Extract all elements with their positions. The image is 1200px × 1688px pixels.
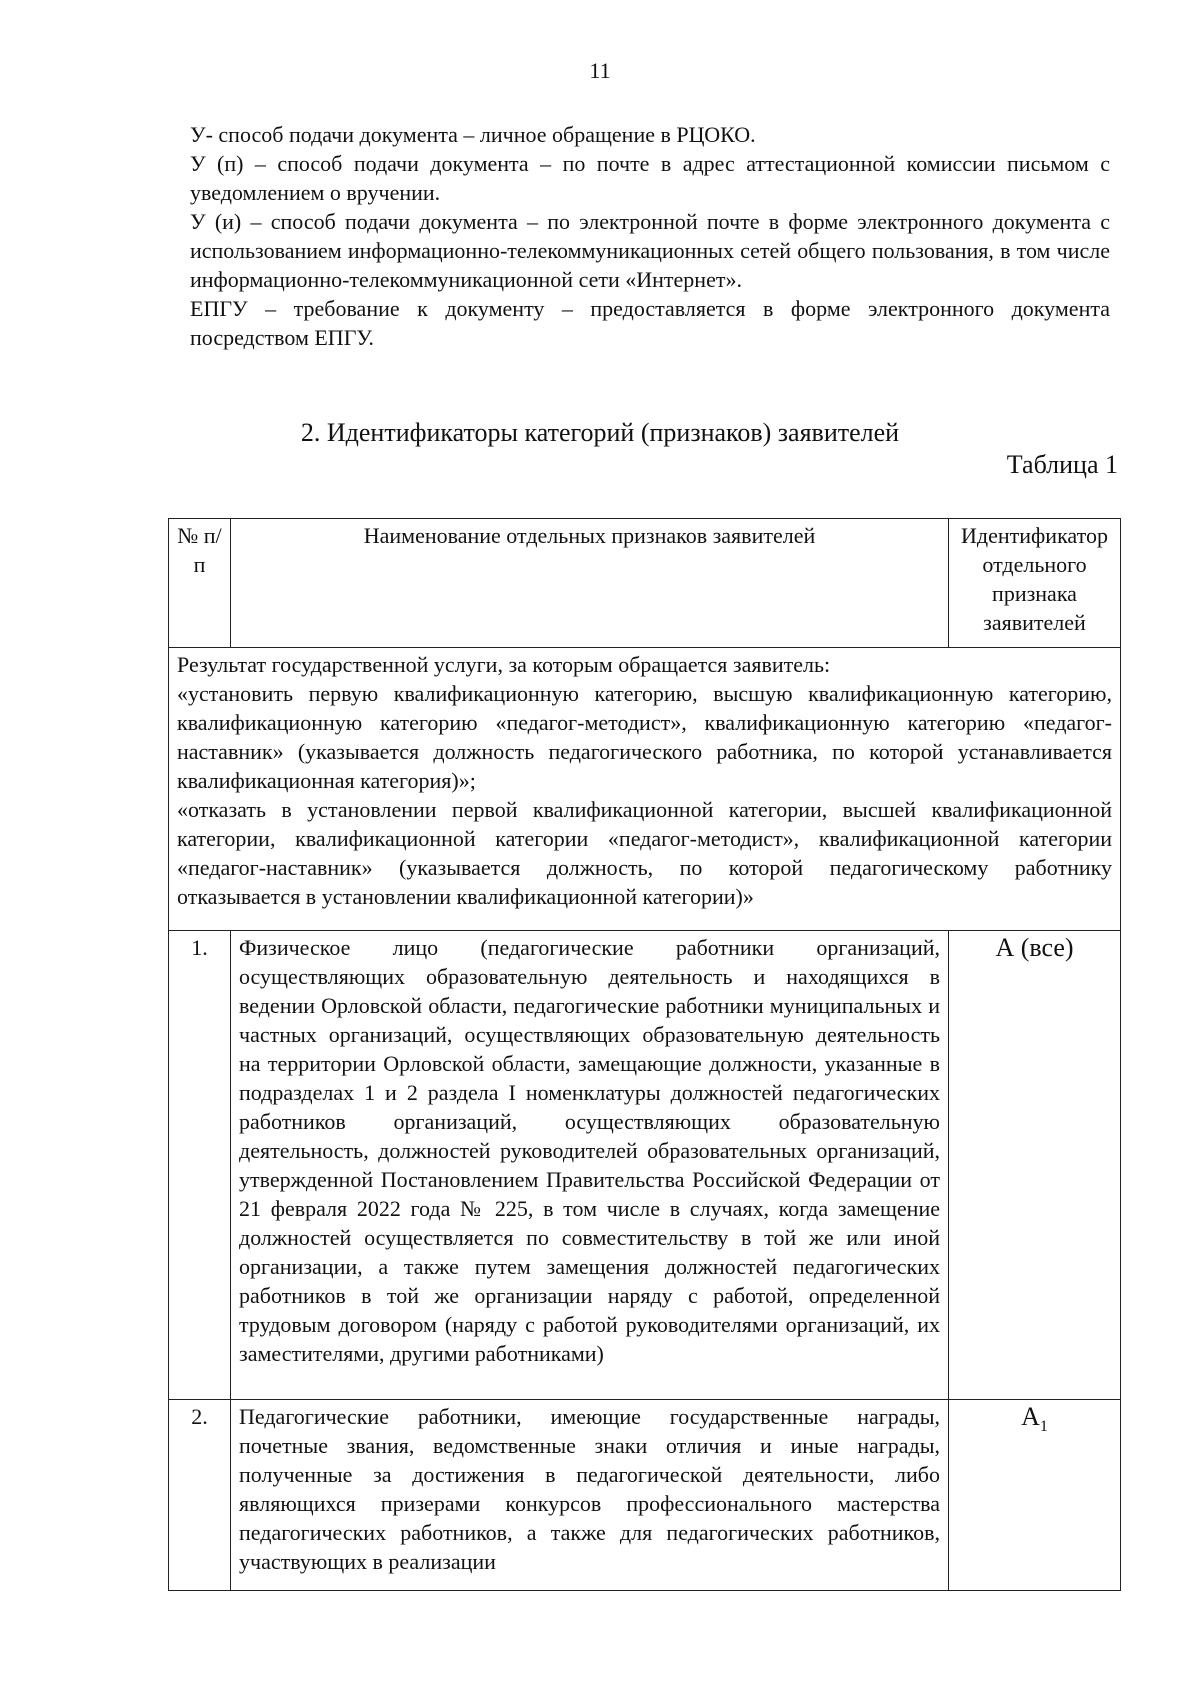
identifier-main: А [1021, 1402, 1040, 1432]
table-row [169, 1400, 1121, 1591]
intro-paragraph: У (п) – способ подачи документа – по почте в адрес аттестационной комиссии письмом с уведомлением о вручении. [190, 151, 1110, 205]
row-num: 1. [169, 931, 231, 1400]
header-num: № п/п [169, 519, 231, 648]
row-description: Педагогические работники, имеющие государственные награды, почетные звания, ведомственные знаки отличия и иные награды, полученные за достижения в педагогической деятельности, либо являющихся призерами конкурсов профессионального мастерства педагогических работников, а также для педагогических работников, участвующих в реализации [231, 1400, 949, 1591]
result-cell [169, 647, 1121, 930]
row-identifier [949, 1400, 1121, 1591]
table-row [169, 931, 1121, 1400]
intro-paragraph: ЕПГУ – требование к документу – предоставляется в форме электронного документа посредством ЕПГУ. [190, 296, 1110, 350]
table-header-row [169, 519, 1121, 648]
result-row [169, 647, 1121, 930]
table-caption: Таблица 1 [1006, 450, 1118, 479]
identifier-subscript: 1 [1039, 1418, 1048, 1436]
row-num: 2. [169, 1400, 231, 1591]
result-text: «отказать в установлении первой квалификационной категории, высшей квалификационной категории, квалификационной категории «педагог-методист», квалификационной категории «педагог-наставник» (указывается должность, по которой педагогическому работнику отказывается в установлении квалификационной категории)» [177, 796, 1112, 909]
applicant-categories-table [168, 518, 1121, 1591]
intro-paragraph: У (и) – способ подачи документа – по электронной почте в форме электронного документа с использованием информационно-телекоммуникационных сетей общего пользования, в том числе информационно-телекоммуникационной сети «Интернет». [190, 209, 1110, 292]
header-name: Наименование отдельных признаков заявителей [231, 519, 949, 648]
section-title: 2. Идентификаторы категорий (признаков) заявителей [300, 418, 900, 447]
result-text: Результат государственной услуги, за которым обращается заявитель: [177, 651, 831, 677]
intro-block [190, 120, 1110, 352]
intro-paragraph: У- способ подачи документа – личное обращение в РЦОКО. [190, 122, 756, 147]
result-text: «установить первую квалификационную категорию, высшую квалификационную категорию, квалификационную категорию «педагог-методист», квалификационную категорию «педагог-наставник» (указывается должность педагогического работника, по которой устанавливается квалификационная категория)»; [177, 680, 1112, 793]
page-number: 11 [589, 58, 611, 83]
row-description: Физическое лицо (педагогические работники организаций, осуществляющих образовательную деятельность и находящихся в ведении Орловской области, педагогические работники муниципальных и частных организаций, осуществляющих образовательную деятельность на территории Орловской области, замещающие должности, указанные в подразделах 1 и 2 раздела I номенклатуры должностей педагогических работников организаций, осуществляющих образовательную деятельность, должностей руководителей образовательных организаций, утвержденной Постановлением Правительства Российской Федерации от 21 февраля 2022 года № 225, в том числе в случаях, когда замещение должностей осуществляется по совместительству в той же или иной организации, а также путем замещения должностей педагогических работников в той же организации наряду с работой, определенной трудовым договором (наряду с работой руководителями организаций, их заместителями, другими работниками) [231, 931, 949, 1400]
row-identifier: А (все) [949, 931, 1121, 1400]
header-identifier: Идентификатор отдельного признака заявителей [949, 519, 1121, 648]
